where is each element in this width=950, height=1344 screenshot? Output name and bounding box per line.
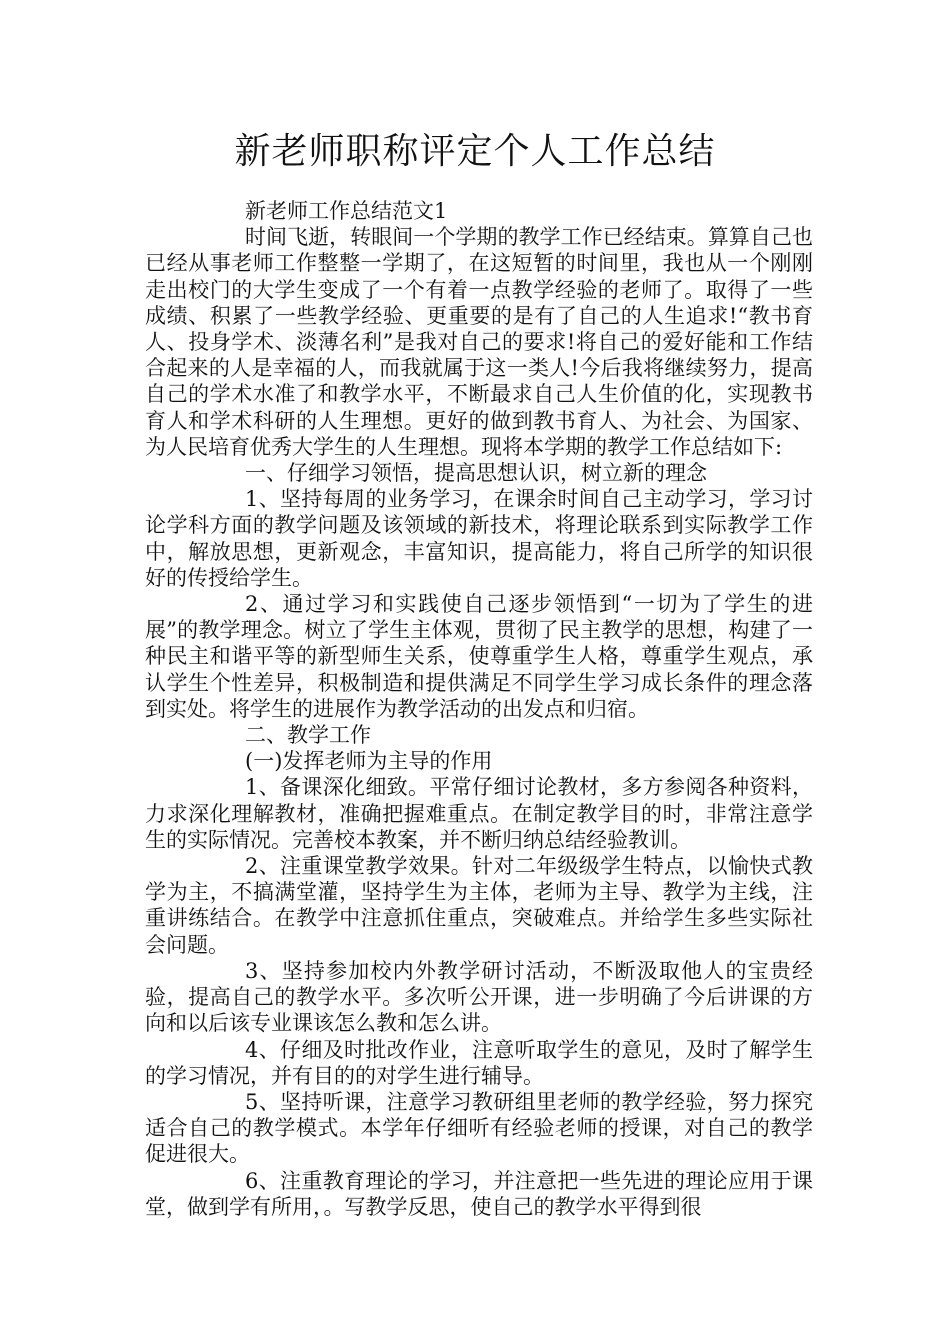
paragraph: 3、坚持参加校内外教学研讨活动，不断汲取他人的宝贵经验，提高自己的教学水平。多次听公开课，进一步明确了今后讲课的方向和以后该专业课该怎么教和怎么讲。	[145, 958, 813, 1036]
document-title: 新老师职称评定个人工作总结	[234, 131, 716, 172]
paragraph: 时间飞逝，转眼间一个学期的教学工作已经结束。算算自己也已经从事老师工作整整一学期了，在这短暂的时间里，我也从一个刚刚走出校门的大学生变成了一个有着一点教学经验的老师了。取得了一些成绩、积累了一些教学经验、更重要的是有了自己的人生追求!“教书育人、投身学术、淡薄名利”是我对自己的要求!将自己的爱好能和工作结合起来的人是幸福的人，而我就属于这一类人!今后我将继续努力，提高自己的学术水准了和教学水平，不断最求自己人生价值的化，实现教书育人和学术科研的人生理想。更好的做到教书育人、为社会、为国家、为人民培育优秀大学生的人生理想。现将本学期的教学工作总结如下:	[145, 225, 813, 459]
paragraph: 2、通过学习和实践使自己逐步领悟到“一切为了学生的进展”的教学理念。树立了学生主体观，贯彻了民主教学的思想，构建了一种民主和谐平等的新型师生关系，使尊重学生人格，尊重学生观点，承认学生个性差异，积极制造和提供满足不同学生学习成长条件的理念落到实处。将学生的进展作为教学活动的出发点和归宿。	[145, 592, 813, 721]
section-heading: 二、教学工作	[245, 723, 371, 748]
paragraph: 2、注重课堂教学效果。针对二年级级学生特点，以愉快式教学为主，不搞满堂灌，坚持学生为主体，老师为主导、教学为主线，注重讲练结合。在教学中注意抓住重点，突破难点。并给学生多些实际社会问题。	[145, 854, 813, 957]
paragraph: 1、备课深化细致。平常仔细讨论教材，多方参阅各种资料，力求深化理解教材，准确把握难重点。在制定教学目的时，非常注意学生的实际情况。完善校本教案，并不断归纳总结经验教训。	[145, 775, 813, 852]
section-heading: 一、仔细学习领悟，提高思想认识，树立新的理念	[245, 461, 707, 486]
subsection-heading: (一)发挥老师为主导的作用	[245, 749, 493, 774]
paragraph: 新老师工作总结范文1	[245, 199, 448, 223]
paragraph: 6、注重教育理论的学习，并注意把一些先进的理论应用于课堂，做到学有所用，。写教学反思，使自己的教学水平得到很	[145, 1168, 813, 1219]
paragraph: 5、坚持听课，注意学习教研组里老师的教学经验，努力探究适合自己的教学模式。本学年仔细听有经验老师的授课，对自己的教学促进很大。	[145, 1089, 813, 1167]
paragraph: 1、坚持每周的业务学习，在课余时间自己主动学习，学习讨论学科方面的教学问题及该领域的新技术，将理论联系到实际教学工作中，解放思想，更新观念，丰富知识，提高能力，将自己所学的知识很好的传授给学生。	[145, 487, 813, 590]
paragraph: 4、仔细及时批改作业，注意听取学生的意见，及时了解学生的学习情况，并有目的的对学生进行辅导。	[145, 1037, 813, 1088]
document-body	[145, 198, 813, 1220]
